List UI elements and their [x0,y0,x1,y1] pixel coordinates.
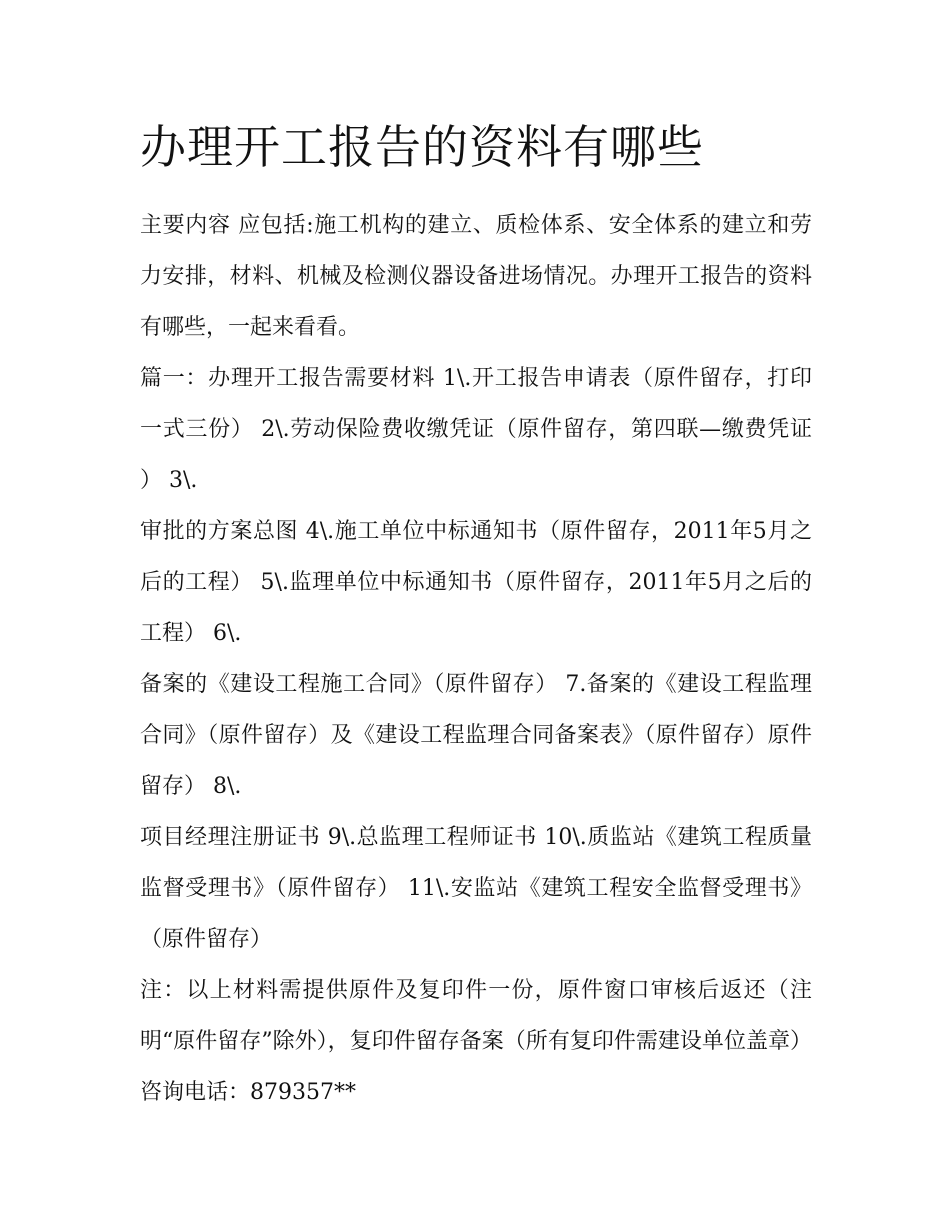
paragraph-certificates: 项目经理注册证书 9\.总监理工程师证书 10\.质监站《建筑工程质量监督受理书》（原件留存） 11\.安监站《建筑工程安全监督受理书》（原件留存） [140,825,812,952]
paragraph-intro: 主要内容 应包括:施工机构的建立、质检体系、安全体系的建立和劳力安排，材料、机械及检测仪器设备进场情况。办理开工报告的资料有哪些，一起来看看。 [140,213,812,340]
paragraph-note: 注：以上材料需提供原件及复印件一份，原件窗口审核后返还（注明“原件留存”除外），复印件留存备案（所有复印件需建设单位盖章） 咨询电话：879357** [140,978,812,1105]
document-title: 办理开工报告的资料有哪些 [140,120,704,174]
paragraph-contracts: 备案的《建设工程施工合同》（原件留存） 7.备案的《建设工程监理合同》（原件留存）及《建设工程监理合同备案表》（原件留存）原件留存） 8\. [140,672,812,799]
document-body [140,200,812,1118]
paragraph-part-one: 篇一：办理开工报告需要材料 1\.开工报告申请表（原件留存，打印一式三份） 2\.劳动保险费收缴凭证（原件留存，第四联—缴费凭证 ） 3\. [140,366,812,493]
paragraph-approval: 审批的方案总图 4\.施工单位中标通知书（原件留存，2011年5月之后的工程） 5\.监理单位中标通知书（原件留存，2011年5月之后的工程） 6\. [140,519,812,646]
